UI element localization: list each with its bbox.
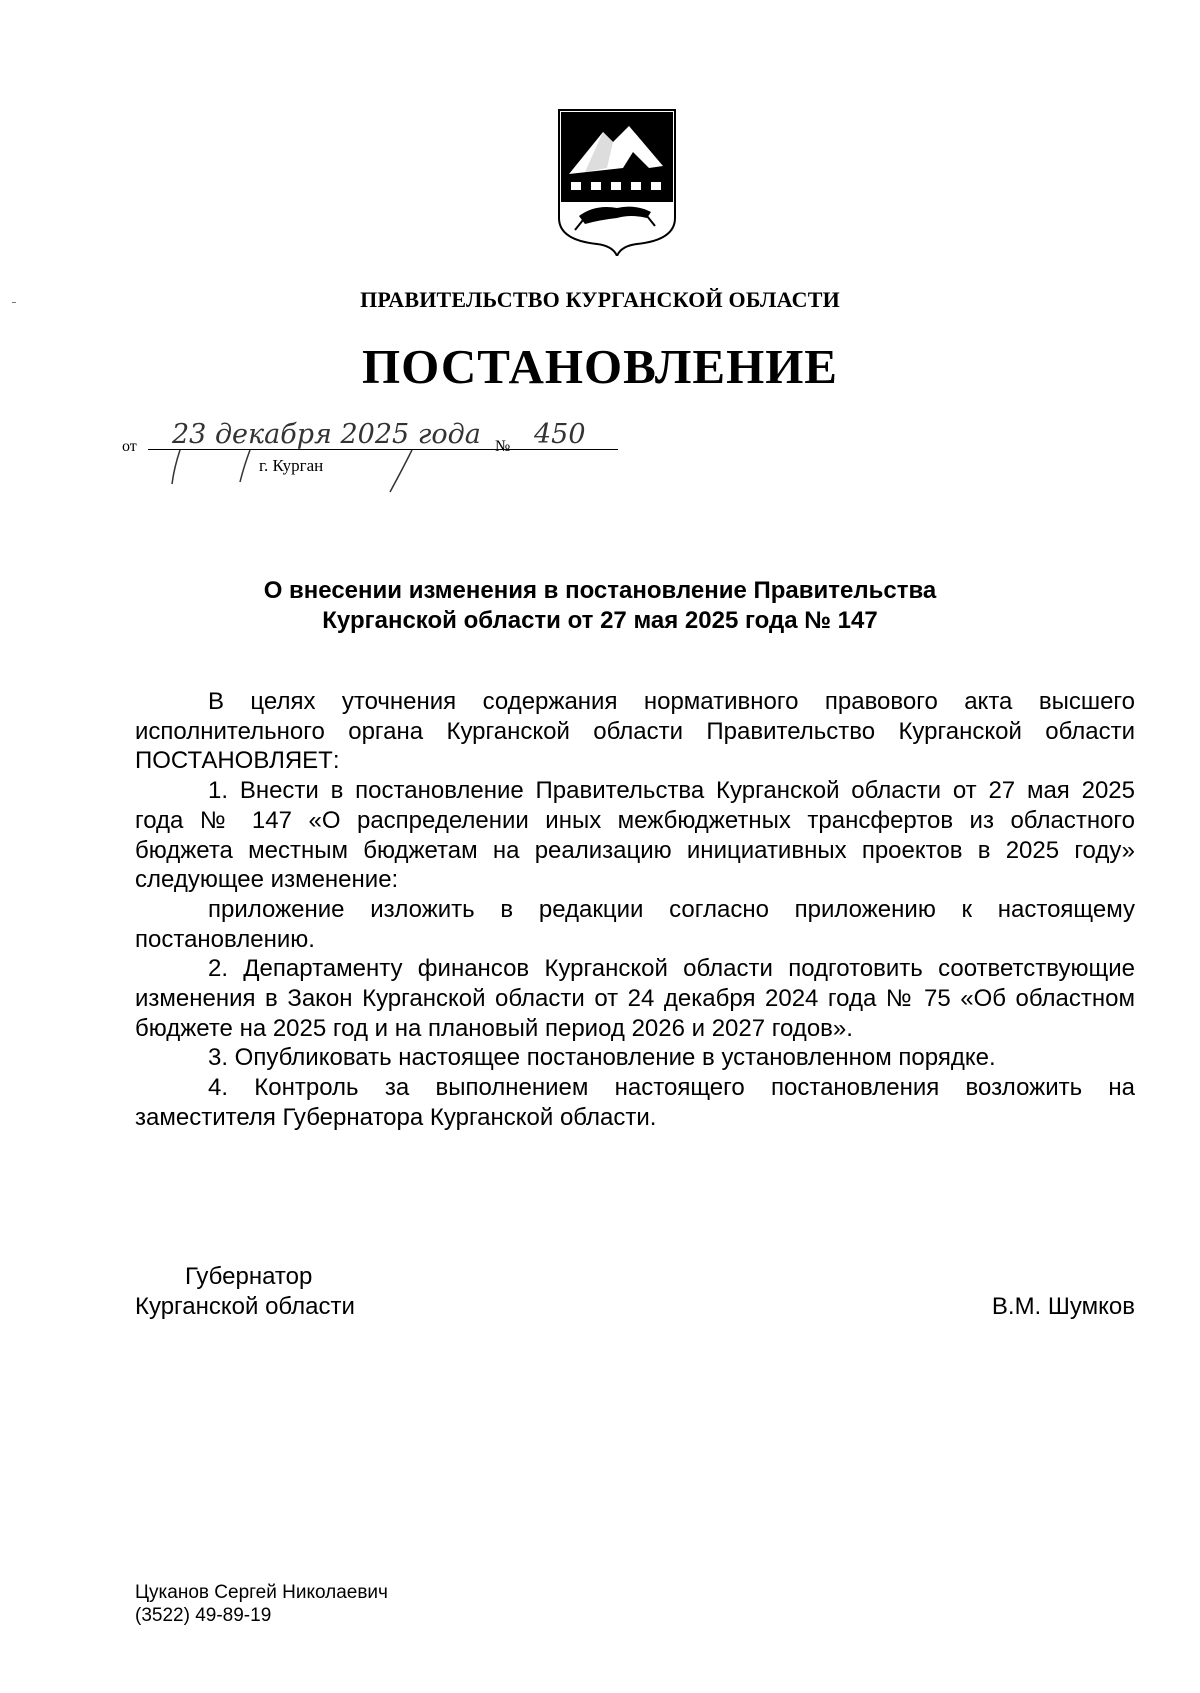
document-subject: [0, 576, 1200, 636]
signature-block: [135, 1262, 1135, 1332]
body-paragraph: 3. Опубликовать настоящее постановление в установленном порядке.: [208, 1044, 996, 1072]
document-body: [135, 687, 1135, 1133]
coat-of-arms-icon: [555, 108, 679, 256]
subject-line-2: Курганской области от 27 мая 2025 года № 147: [322, 607, 878, 634]
handwritten-strokes: [122, 428, 642, 508]
signatory-region: Курганской области: [135, 1293, 355, 1320]
scan-edge-mark: [12, 302, 16, 303]
body-paragraph: 2. Департаменту финансов Курганской области подготовить соответствующие изменения в Закон Курганской области от 24 декабря 2024 года № 75 «Об областном бюджете на 2025 год и на плановый период 2026 и 2027 годов».: [135, 955, 1135, 1042]
subject-line-1: О внесении изменения в постановление Правительства: [263, 577, 937, 604]
document-date: 23 декабря 2025 года: [148, 420, 610, 450]
signatory-name: В.М. Шумков: [991, 1293, 1135, 1320]
executor-phone: (3522) 49-89-19: [135, 1605, 272, 1626]
number-label: №: [495, 438, 511, 455]
body-paragraph: 1. Внести в постановление Правительства Курганской области от 27 мая 2025 года № 147 «О распределении иных межбюджетных трансфертов из областного бюджета местным бюджетам на реализацию инициативных проектов в 2025 году» следующее изменение:: [135, 777, 1135, 894]
signatory-role: Губернатор: [185, 1263, 313, 1290]
body-paragraph: 4. Контроль за выполнением настоящего постановления возложить на заместителя Губернатора Курганской области.: [135, 1074, 1135, 1131]
city-label: г. Курган: [259, 456, 324, 475]
date-number-line: [122, 419, 642, 508]
executor-contact: [135, 1581, 388, 1627]
government-name: ПРАВИТЕЛЬСТВО КУРГАНСКОЙ ОБЛАСТИ: [360, 287, 840, 312]
document-number: 450: [518, 420, 618, 450]
body-paragraph: В целях уточнения содержания нормативного правового акта высшего исполнительного органа Курганской области Правительство Курганской области ПОСТАНОВЛЯЕТ:: [135, 688, 1135, 775]
document-type-title: ПОСТАНОВЛЕНИЕ: [362, 339, 838, 394]
executor-name: Цуканов Сергей Николаевич: [135, 1582, 388, 1603]
from-label: от: [122, 438, 137, 455]
body-paragraph: приложение изложить в редакции согласно приложению к настоящему постановлению.: [135, 895, 1135, 953]
